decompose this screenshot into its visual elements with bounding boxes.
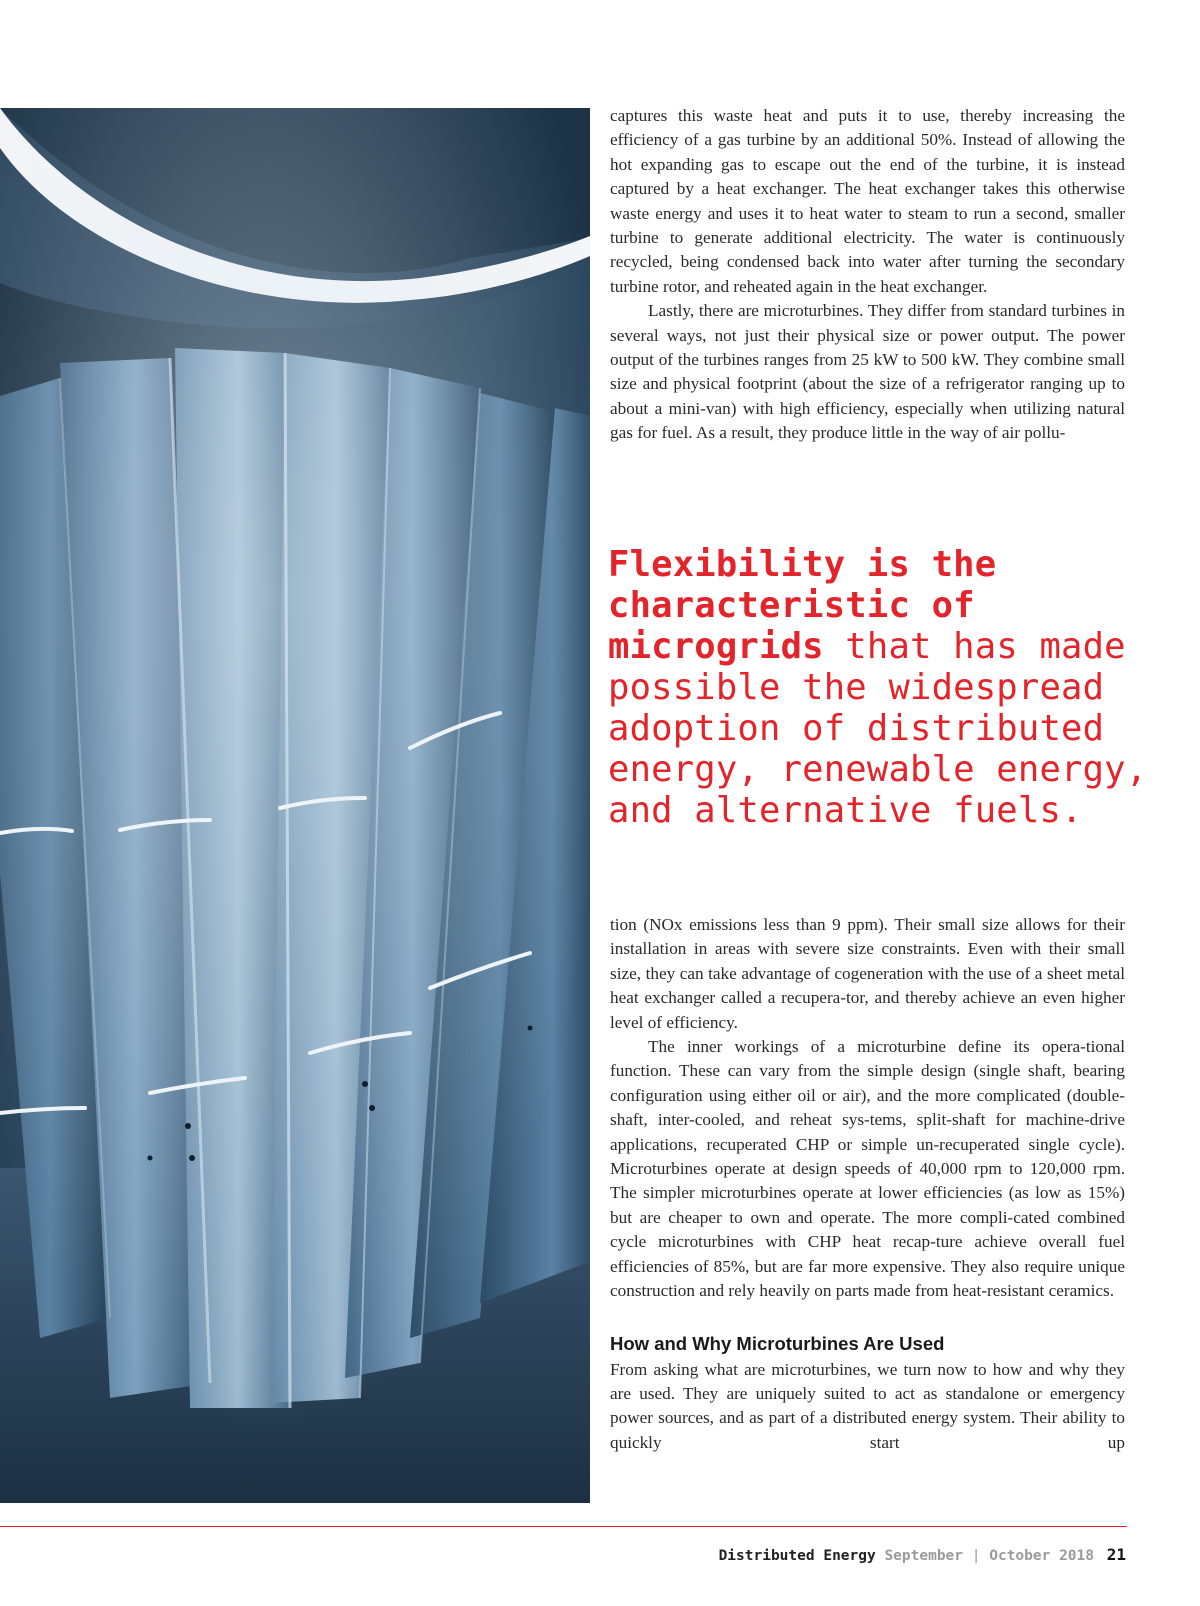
pull-quote-bold: Flexibility is the characteristic of microgrids — [608, 544, 997, 667]
body-paragraph: From asking what are microturbines, we turn now to how and why they are used. They are uniquely suited to act as standalone or emergency power sources, and as part of a distributed energy system. Their ability to quickly start up — [610, 1359, 1125, 1452]
body-paragraph: captures this waste heat and puts it to use, thereby increasing the efficiency of a gas turbine by an additional 50%. Instead of allowing the hot expanding gas to escape out the end of the turbine, it is instead captured by a heat exchanger. The heat exchanger takes this otherwise waste energy and uses it to heat water to steam to run a second, smaller turbine to generate additional electricity. The water is continuously recycled, being condensed back into water after turning the secondary turbine rotor, and reheated again in the heat exchanger. — [610, 106, 1125, 296]
footer-rule — [0, 1526, 1127, 1527]
footer-issue-months: September — [884, 1548, 964, 1564]
pull-quote — [608, 544, 1168, 831]
footer-separator: | — [971, 1548, 981, 1564]
footer-publication: Distributed Energy — [718, 1548, 876, 1564]
body-paragraph: tion (NOx emissions less than 9 ppm). Their small size allows for their installation in areas with severe size constraints. Even with their small size, they can take advantage of cogeneration with the use of a sheet metal heat exchanger called a recupera-tor, and thereby achieve an even higher level of efficiency. — [610, 915, 1125, 1032]
section-subhead: How and Why Microturbines Are Used — [610, 1332, 945, 1354]
article-column-top — [610, 104, 1125, 446]
body-paragraph: Lastly, there are microturbines. They differ from standard turbines in several ways, not just their physical size or power output. The power output of the turbines ranges from 25 kW to 500 kW. They combine small size and physical footprint (about the size of a refrigerator ranging up to about a mini-van) with high efficiency, especially when utilizing natural gas for fuel. As a result, they produce little in the way of air pollu- — [610, 301, 1125, 443]
footer-issue-date: October 2018 — [989, 1548, 1094, 1564]
body-paragraph: The inner workings of a microturbine define its opera-tional function. These can vary from the simple design (single shaft, bearing configuration using either oil or air), and the more complicated (double-shaft, inter-cooled, and reheat sys-tems, split-shaft for machine-drive applications, recuperated CHP or simple un-recuperated single cycle). Microturbines operate at design speeds of 40,000 rpm to 120,000 rpm. The simpler microturbines operate at lower efficiencies (as low as 15%) but are cheaper to own and operate. The more compli-cated combined cycle microturbines with CHP heat recap-ture achieve overall fuel efficiencies of 85%, but are far more expensive. They also require unique construction and rely heavily on parts made from heat-resistant ceramics. — [610, 1037, 1125, 1301]
pull-quote-regular: that has made possible the widespread adoption of distributed energy, renewable energy, and alternative fuels. — [608, 626, 1148, 831]
page-footer — [719, 1546, 1126, 1565]
page-number: 21 — [1106, 1545, 1126, 1564]
turbine-blades-photo — [0, 108, 590, 1503]
article-column-bottom — [610, 913, 1125, 1455]
